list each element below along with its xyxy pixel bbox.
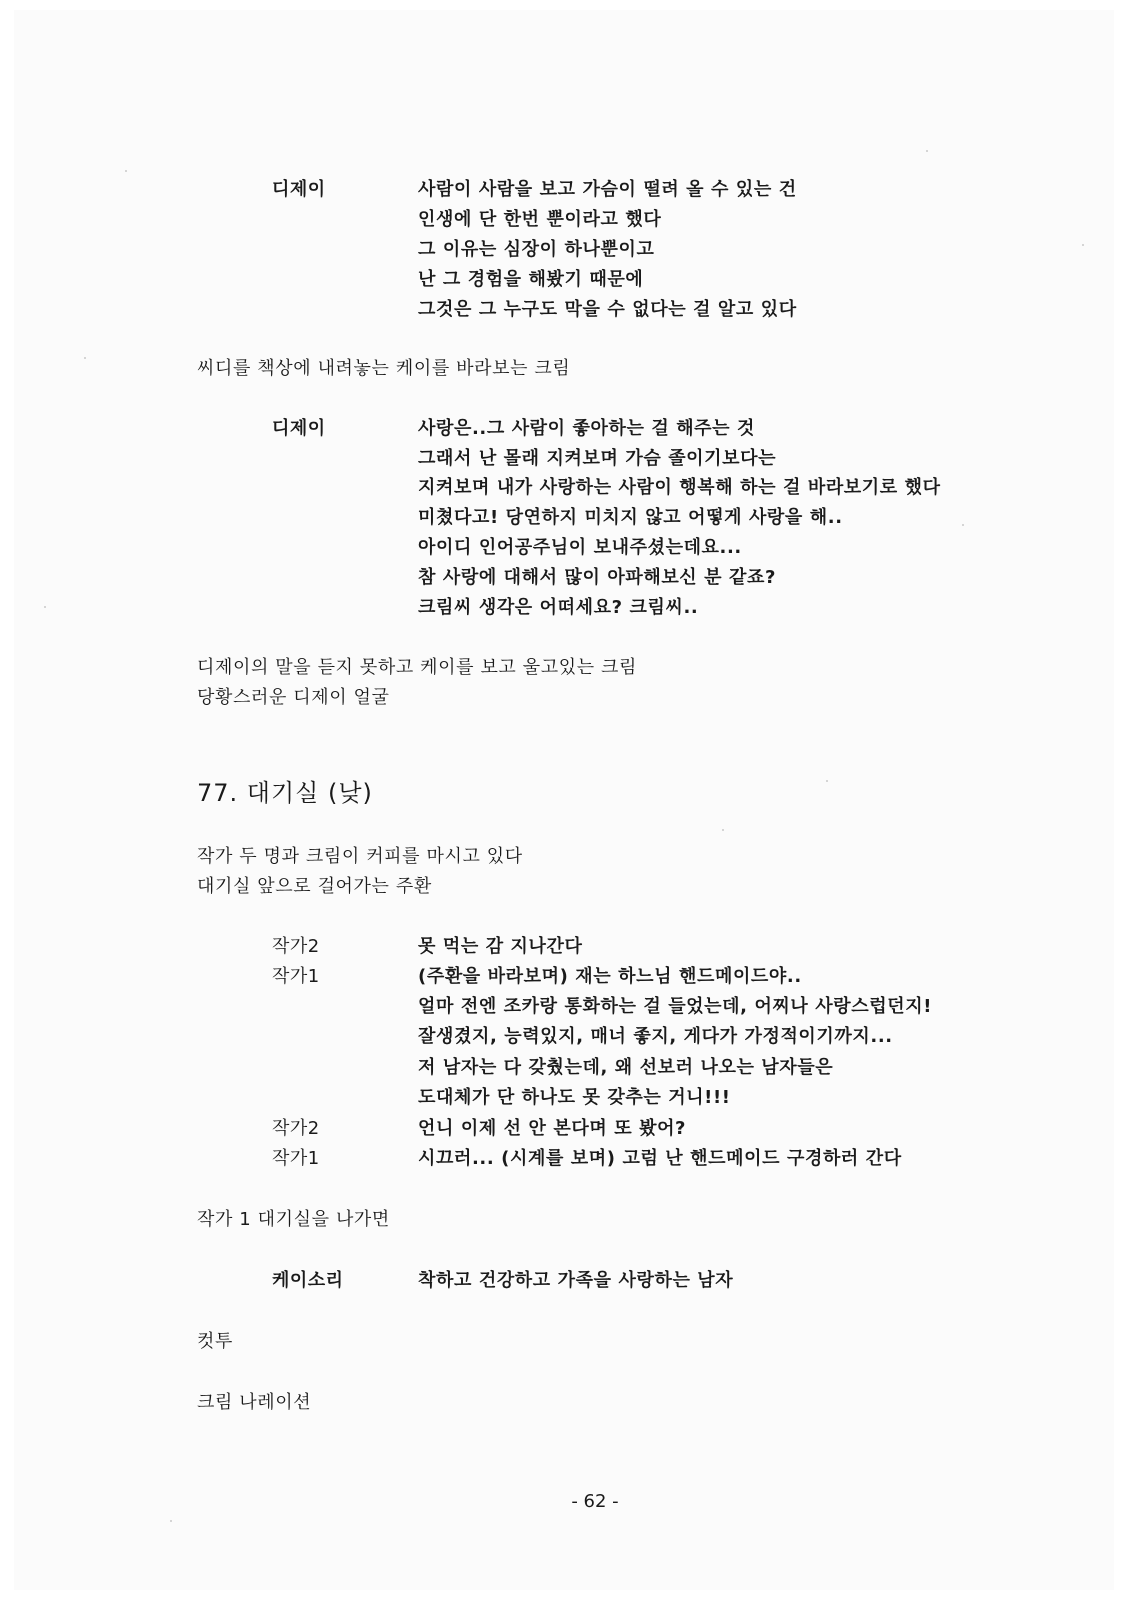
dialogue-line: 시끄러... (시계를 보며) 고럼 난 핸드메이드 구경하러 간다 (418, 1148, 902, 1169)
action-line: 당황스러운 디제이 얼굴 (197, 687, 390, 708)
scan-speck (84, 357, 86, 359)
dialogue-line: 사랑은..그 사람이 좋아하는 걸 해주는 것 (418, 418, 756, 439)
speaker-name: 작가1 (272, 966, 320, 987)
transition-line: 컷투 (197, 1331, 233, 1352)
dialogue-line: 도대체가 단 하나도 못 갖추는 거니!!! (418, 1087, 731, 1108)
dialogue-line: 지켜보며 내가 사랑하는 사람이 행복해 하는 걸 바라보기로 했다 (418, 477, 941, 498)
dialogue-line: 아이디 인어공주님이 보내주셨는데요... (418, 537, 742, 558)
scan-speck (44, 606, 46, 608)
speaker-name: 작가1 (272, 1148, 320, 1169)
dialogue-line: 저 남자는 다 갖췄는데, 왜 선보러 나오는 남자들은 (418, 1057, 834, 1078)
dialogue-line: 참 사랑에 대해서 많이 아파해보신 분 같죠? (418, 567, 777, 588)
dialogue-line: 미쳤다고! 당연하지 미치지 않고 어떻게 사랑을 해.. (418, 507, 843, 528)
speaker-name: 케이소리 (272, 1270, 344, 1291)
dialogue-line: 크림씨 생각은 어떠세요? 크림씨.. (418, 597, 699, 618)
dialogue-line: 얼마 전엔 조카랑 통화하는 걸 들었는데, 어찌나 사랑스럽던지! (418, 996, 933, 1017)
dialogue-line: 그 이유는 심장이 하나뿐이고 (418, 239, 655, 260)
speaker-name: 디제이 (272, 418, 326, 439)
scan-speck (722, 829, 724, 831)
action-line: 작가 두 명과 크림이 커피를 마시고 있다 (197, 846, 523, 867)
action-line: 디제이의 말을 듣지 못하고 케이를 보고 울고있는 크림 (197, 657, 637, 678)
dialogue-line: 사람이 사람을 보고 가슴이 떨려 올 수 있는 건 (418, 179, 797, 200)
dialogue-line: 착하고 건강하고 가족을 사랑하는 남자 (418, 1270, 734, 1291)
action-line: 크림 나레이션 (197, 1392, 312, 1413)
scan-speck (962, 524, 964, 526)
action-line: 대기실 앞으로 걸어가는 주환 (197, 876, 432, 897)
scan-speck (926, 150, 928, 152)
action-line: 작가 1 대기실을 나가면 (197, 1209, 390, 1230)
scan-speck (1082, 244, 1084, 246)
dialogue-line: 그것은 그 누구도 막을 수 없다는 걸 알고 있다 (418, 299, 797, 320)
dialogue-line: 잘생겼지, 능력있지, 매너 좋지, 게다가 가정적이기까지... (418, 1026, 893, 1047)
action-line: 씨디를 책상에 내려놓는 케이를 바라보는 크림 (197, 358, 571, 379)
speaker-name: 작가2 (272, 936, 320, 957)
scene-heading: 77. 대기실 (낮) (197, 779, 373, 807)
dialogue-line: 못 먹는 감 지나간다 (418, 936, 583, 957)
page-number: - 62 - (571, 1491, 619, 1512)
dialogue-line: 그래서 난 몰래 지켜보며 가슴 졸이기보다는 (418, 448, 777, 469)
dialogue-line: (주환을 바라보며) 재는 하느님 핸드메이드야.. (418, 966, 802, 987)
speaker-name: 작가2 (272, 1118, 320, 1139)
dialogue-line: 인생에 단 한번 뿐이라고 했다 (418, 209, 662, 230)
speaker-name: 디제이 (272, 179, 326, 200)
dialogue-line: 난 그 경험을 해봤기 때문에 (418, 269, 644, 290)
scan-speck (125, 170, 127, 172)
scan-speck (826, 780, 828, 782)
dialogue-line: 언니 이제 선 안 본다며 또 봤어? (418, 1118, 687, 1139)
scan-speck (170, 1520, 172, 1522)
